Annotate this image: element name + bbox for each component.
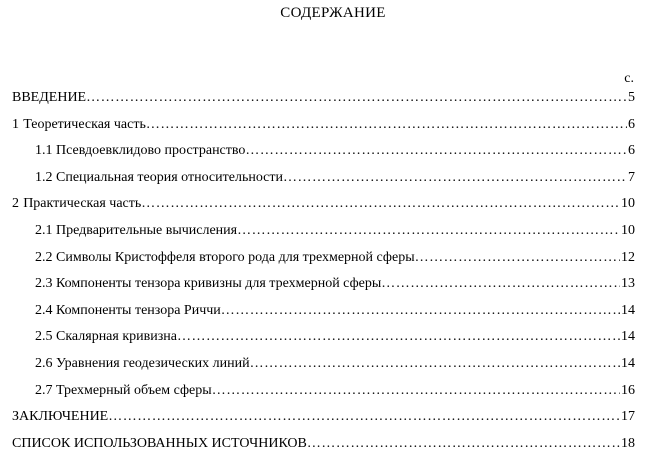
dot-leader — [212, 381, 620, 401]
toc-entry-title: ЗАКЛЮЧЕНИЕ — [12, 409, 109, 425]
toc-entry-title: 2.5 Скалярная кривизна — [35, 329, 177, 345]
toc-entry[interactable] — [0, 115, 666, 142]
toc-entry-title: Практическая часть — [23, 196, 142, 212]
toc-entry-title: 2.7 Трехмерный объем сферы — [35, 382, 212, 398]
toc-entry-page: 10 — [621, 222, 635, 238]
toc-entry-title: 2.3 Компоненты тензора кривизны для трехмерной сферы — [35, 276, 382, 292]
toc-entry-title: СПИСОК ИСПОЛЬЗОВАННЫХ ИСТОЧНИКОВ — [12, 435, 307, 451]
dot-leader — [381, 274, 620, 294]
toc-entry-page: 7 — [628, 169, 635, 185]
toc-entry-page: 14 — [621, 355, 635, 371]
toc-entry-number: 2 — [12, 196, 19, 212]
toc-entry[interactable] — [0, 221, 666, 248]
toc-entry[interactable] — [0, 327, 666, 354]
toc-entry-page: 10 — [621, 196, 635, 212]
toc-entry-page: 18 — [621, 435, 635, 451]
toc-entry[interactable] — [0, 301, 666, 328]
toc-entry[interactable] — [0, 381, 666, 408]
toc-entry[interactable] — [0, 407, 666, 434]
toc-entry[interactable] — [0, 274, 666, 301]
dot-leader — [283, 168, 627, 188]
toc-entry-page: 14 — [621, 302, 635, 318]
dot-leader — [250, 354, 620, 374]
toc-entry-page: 14 — [621, 329, 635, 345]
dot-leader — [146, 115, 627, 135]
toc-entry-page: 6 — [628, 143, 635, 159]
toc-entry-number: 1 — [12, 116, 19, 132]
dot-leader — [245, 141, 627, 161]
toc-entry-title: ВВЕДЕНИЕ — [12, 90, 87, 105]
dot-leader — [221, 301, 620, 321]
dot-leader — [177, 327, 620, 347]
toc-entry-page: 6 — [628, 116, 635, 132]
dot-leader — [141, 194, 620, 214]
toc-entry[interactable] — [0, 88, 666, 115]
toc-entry-page: 17 — [621, 409, 635, 425]
toc-entry-page: 13 — [621, 276, 635, 292]
toc-entry[interactable] — [0, 168, 666, 195]
toc-entry[interactable] — [0, 141, 666, 168]
dot-leader — [86, 88, 627, 108]
toc-entry-title: Теоретическая часть — [23, 116, 146, 132]
toc-entry[interactable] — [0, 248, 666, 275]
toc-entry-title: 2.6 Уравнения геодезических линий — [35, 355, 250, 371]
toc-entry[interactable] — [0, 194, 666, 221]
dot-leader — [237, 221, 620, 241]
toc-title: СОДЕРЖАНИЕ — [280, 5, 386, 21]
dot-leader — [108, 407, 620, 427]
page-column-label: с. — [624, 71, 634, 86]
toc-entry-title: 1.2 Специальная теория относительности — [35, 169, 283, 185]
toc-entry-page: 5 — [628, 90, 635, 105]
dot-leader — [415, 248, 620, 268]
dot-leader — [307, 434, 620, 454]
toc-entry-title: 2.1 Предварительные вычисления — [35, 222, 238, 238]
toc-entry-title: 2.4 Компоненты тензора Риччи — [35, 302, 221, 318]
toc-entry-page: 12 — [621, 249, 635, 265]
toc-entry-title: 2.2 Символы Кристоффеля второго рода для трехмерной сферы — [35, 249, 415, 265]
toc-entry-page: 16 — [621, 382, 635, 398]
toc-entry[interactable] — [0, 354, 666, 381]
toc-entry-title: 1.1 Псевдоевклидово пространство — [35, 143, 246, 159]
toc-list — [0, 88, 666, 460]
toc-entry[interactable] — [0, 434, 666, 461]
